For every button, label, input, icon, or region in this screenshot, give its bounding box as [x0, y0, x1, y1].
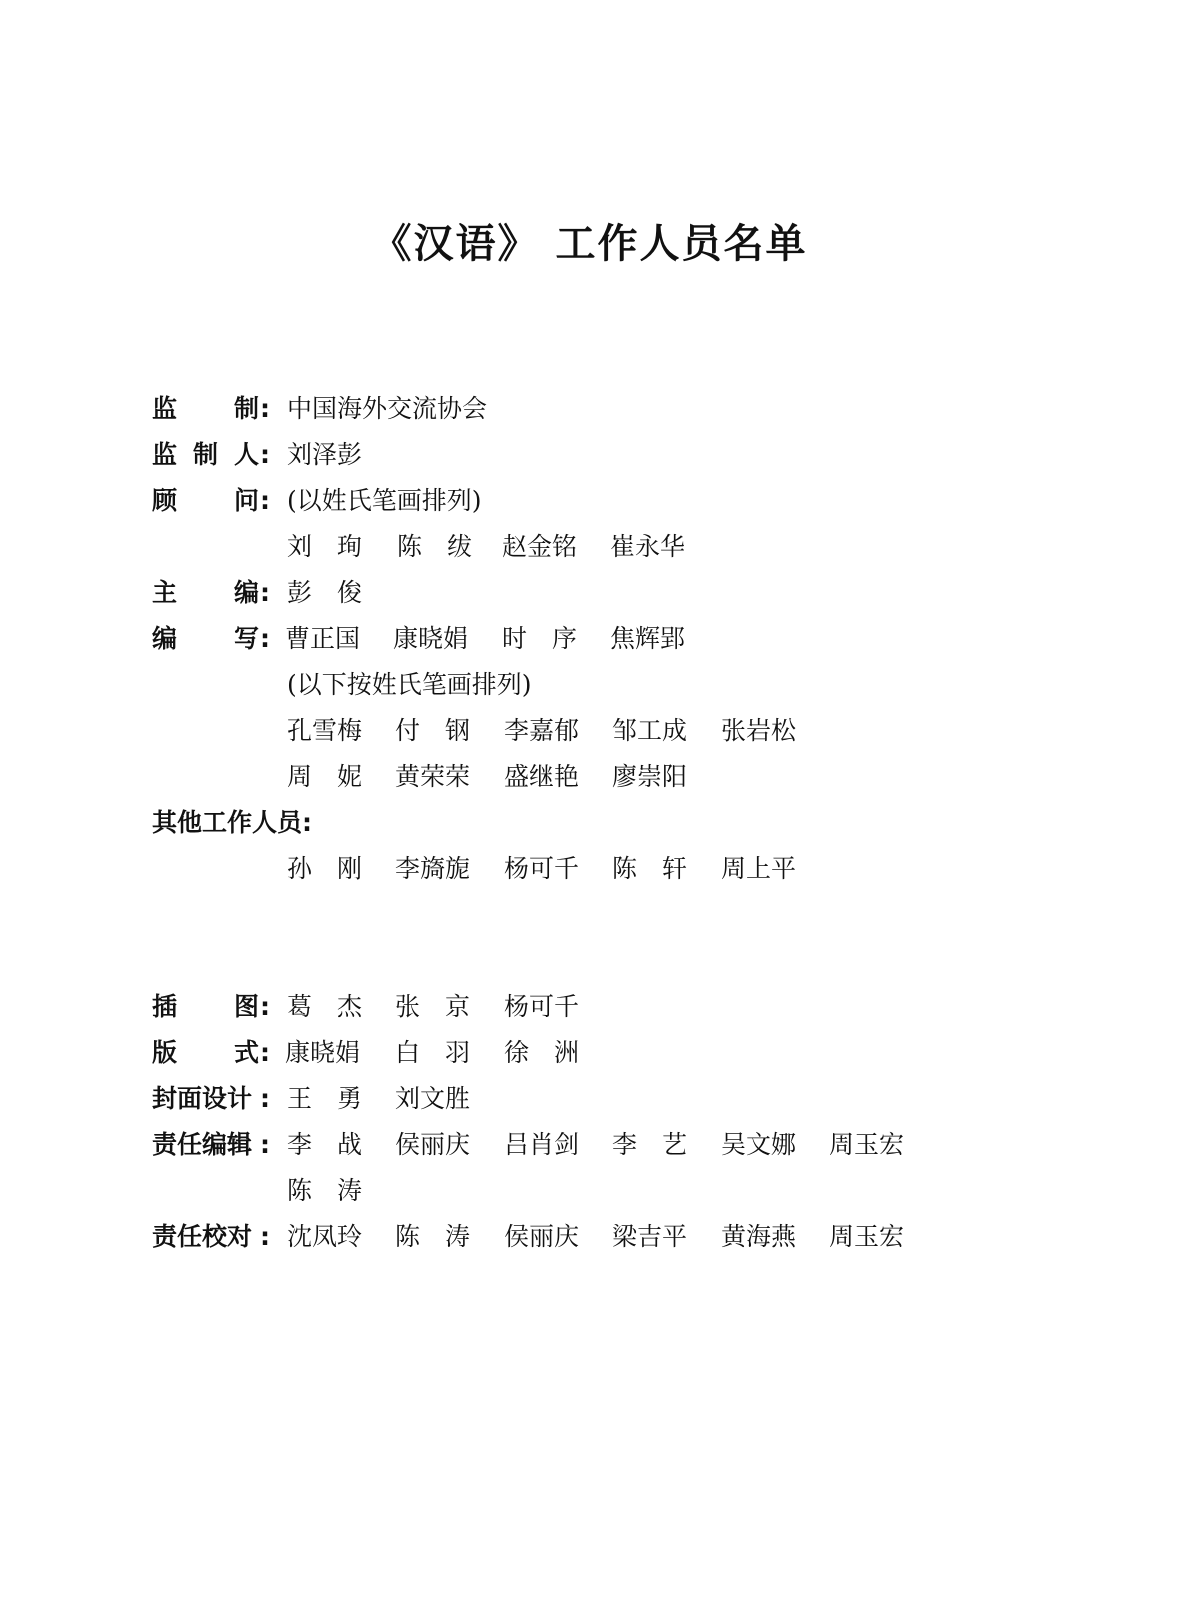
person-name: 周玉宏 — [829, 1222, 905, 1251]
person-name: 陈 轩 — [612, 854, 688, 883]
credit-note-advisors: (以姓氏笔画排列) — [287, 486, 482, 515]
credit-label-other-staff: 其他工作人员: — [152, 808, 312, 837]
person-name: 周 妮 — [287, 762, 363, 791]
person-name: 廖崇阳 — [612, 762, 688, 791]
credit-note-writers: (以下按姓氏笔画排列) — [287, 670, 532, 699]
person-name: 张岩松 — [721, 716, 797, 745]
person-name: 杨可千 — [504, 992, 580, 1021]
person-name: 李嘉郁 — [504, 716, 580, 745]
person-name: 盛继艳 — [504, 762, 580, 791]
person-name: 邹工成 — [612, 716, 688, 745]
person-name: 时 序 — [502, 624, 578, 653]
page-title: 《汉语》 工作人员名单 — [371, 221, 808, 267]
person-name: 李旖旎 — [395, 854, 471, 883]
person-name: 黄海燕 — [721, 1222, 797, 1251]
person-name: 刘文胜 — [395, 1084, 471, 1113]
person-name: 陈 绂 — [397, 532, 473, 561]
person-name: 侯丽庆 — [395, 1130, 471, 1159]
person-name: 彭 俊 — [287, 578, 363, 607]
person-name: 张 京 — [395, 992, 471, 1021]
person-name: 刘 珣 — [287, 532, 363, 561]
person-name: 杨可千 — [504, 854, 580, 883]
person-name: 周玉宏 — [829, 1130, 905, 1159]
person-name: 沈凤玲 — [287, 1222, 363, 1251]
person-name: 葛 杰 — [287, 992, 363, 1021]
credits-page: 《汉语》 工作人员名单 监 制 : 中国海外交流协会 监 制 人 : 刘泽彭 顾 问 : (以姓氏笔画排列) 刘 珣 陈 绂 赵金铭 崔永华 主 编 : 彭 俊 编 写 : 曹正国 康晓娟 时 序 焦辉郢 (以下按姓氏笔画排列) 孔雪梅 付 钢 李嘉郁 邹工成 张岩松 周 妮 黄荣荣 盛继艳 廖崇阳 其他工作人员: 孙 刚 李旖旎 杨可千 陈 轩 周上平 插 图 : 葛 杰 张 京 杨可千 版 式 : 康晓娟 白 羽 徐 洲 封面设计 : 王 勇 刘文胜 责任编辑 : 李 战 侯丽庆 吕肖剑 李 艺 吴文娜 周玉宏 陈 涛 责任校对 : 沈凤玲 陈 涛 侯丽庆 梁吉平 黄海燕 周玉宏 — [0, 0, 1179, 1600]
person-name: 徐 洲 — [504, 1038, 580, 1067]
person-name: 康晓娟 — [285, 1038, 361, 1067]
person-name: 黄荣荣 — [395, 762, 471, 791]
person-name: 李 战 — [287, 1130, 363, 1159]
person-name: 吕肖剑 — [504, 1130, 580, 1159]
person-name: 李 艺 — [612, 1130, 688, 1159]
person-name: 周上平 — [721, 854, 797, 883]
credit-value-supervision: 中国海外交流协会 — [287, 394, 488, 423]
person-name: 付 钢 — [395, 716, 471, 745]
person-name: 王 勇 — [287, 1084, 363, 1113]
person-name: 焦辉郢 — [610, 624, 686, 653]
person-name: 崔永华 — [610, 532, 686, 561]
person-name: 侯丽庆 — [504, 1222, 580, 1251]
person-name: 白 羽 — [395, 1038, 471, 1067]
person-name: 陈 涛 — [395, 1222, 471, 1251]
person-name: 赵金铭 — [502, 532, 578, 561]
person-name: 梁吉平 — [612, 1222, 688, 1251]
person-name: 陈 涛 — [287, 1176, 363, 1205]
person-name: 孔雪梅 — [287, 716, 363, 745]
credit-value-supervisor: 刘泽彭 — [287, 440, 363, 469]
person-name: 曹正国 — [285, 624, 361, 653]
person-name: 康晓娟 — [393, 624, 469, 653]
person-name: 孙 刚 — [287, 854, 363, 883]
person-name: 吴文娜 — [721, 1130, 797, 1159]
